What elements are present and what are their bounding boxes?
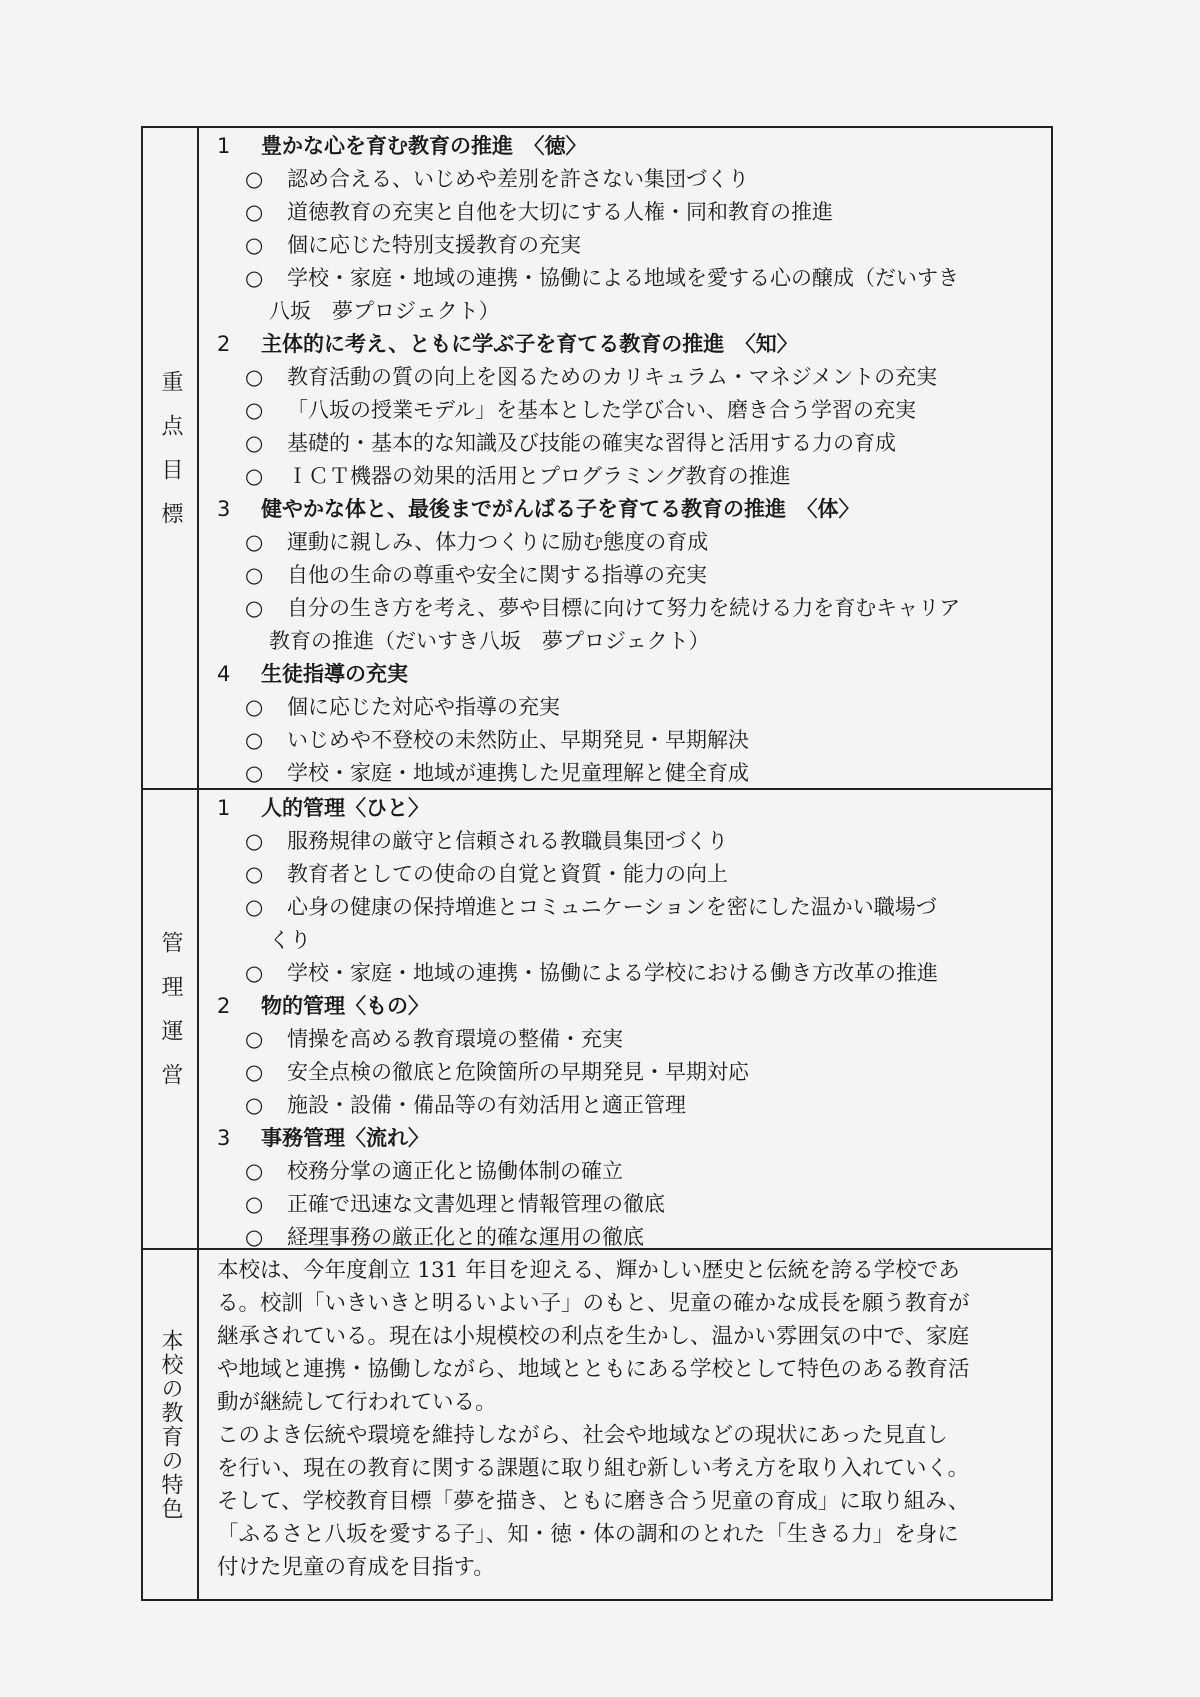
section-title: 重点目標 bbox=[158, 370, 183, 546]
goal-heading bbox=[217, 130, 1041, 163]
circle-bullet-icon: ○ bbox=[245, 563, 264, 587]
list-item-text: 道徳教育の充実と自他を大切にする人権・同和教育の推進 bbox=[287, 200, 833, 224]
goal-heading-text: 豊かな心を育む教育の推進 〈徳〉 bbox=[261, 134, 587, 158]
circle-bullet-icon: ○ bbox=[245, 1192, 264, 1216]
circle-bullet-icon: ○ bbox=[245, 431, 264, 455]
goal-heading-text: 物的管理〈もの〉 bbox=[261, 994, 429, 1018]
goal-heading bbox=[217, 792, 1041, 825]
list-item bbox=[217, 1056, 1041, 1089]
goal-number: 2 bbox=[217, 332, 231, 356]
paragraph-line: 本校は、今年度創立 131 年目を迎える、輝かしい歴史と伝統を誇る学校であ bbox=[217, 1258, 960, 1283]
circle-bullet-icon: ○ bbox=[245, 233, 264, 257]
list-item-text: 個に応じた特別支援教育の充実 bbox=[287, 233, 581, 257]
list-item-continuation: 八坂 夢プロジェクト） bbox=[269, 299, 500, 323]
list-item bbox=[217, 757, 1041, 790]
list-item-text: 学校・家庭・地域が連携した児童理解と健全育成 bbox=[287, 761, 749, 785]
list-item-text: 認め合える、いじめや差別を許さない集団づくり bbox=[287, 167, 749, 191]
circle-bullet-icon: ○ bbox=[245, 200, 264, 224]
list-item-text: 学校・家庭・地域の連携・協働による地域を愛する心の醸成（だいすき bbox=[287, 266, 959, 290]
circle-bullet-icon: ○ bbox=[245, 464, 264, 488]
section-school-features bbox=[143, 1248, 1051, 1599]
circle-bullet-icon: ○ bbox=[245, 761, 264, 785]
circle-bullet-icon: ○ bbox=[245, 1159, 264, 1183]
section-content bbox=[199, 790, 1051, 1248]
list-item bbox=[217, 592, 1041, 625]
circle-bullet-icon: ○ bbox=[245, 728, 264, 752]
circle-bullet-icon: ○ bbox=[245, 167, 264, 191]
circle-bullet-icon: ○ bbox=[245, 1027, 264, 1051]
list-item bbox=[217, 724, 1041, 757]
goal-number: 1 bbox=[217, 796, 231, 820]
list-item-text: 情操を高める教育環境の整備・充実 bbox=[287, 1027, 623, 1051]
goal-number: 1 bbox=[217, 134, 231, 158]
paragraph-line: る。校訓「いきいきと明るいよい子」のもと、児童の確かな成長を願う教育が bbox=[217, 1291, 970, 1316]
list-item bbox=[217, 691, 1041, 724]
list-item-text: 「八坂の授業モデル」を基本とした学び合い、磨き合う学習の充実 bbox=[287, 398, 916, 422]
circle-bullet-icon: ○ bbox=[245, 829, 264, 853]
circle-bullet-icon: ○ bbox=[245, 365, 264, 389]
list-item-text: 運動に親しみ、体力つくりに励む態度の育成 bbox=[287, 530, 709, 554]
circle-bullet-icon: ○ bbox=[245, 596, 264, 620]
section-content bbox=[199, 128, 1051, 788]
section-title: 本校の教育の特色 bbox=[158, 1328, 183, 1521]
section-title-cell bbox=[143, 128, 199, 788]
list-item bbox=[217, 825, 1041, 858]
circle-bullet-icon: ○ bbox=[245, 530, 264, 554]
goal-heading bbox=[217, 658, 1041, 691]
circle-bullet-icon: ○ bbox=[245, 1060, 264, 1084]
list-item-text: 教育活動の質の向上を図るためのカリキュラム・マネジメントの充実 bbox=[287, 365, 938, 389]
list-item bbox=[217, 361, 1041, 394]
goal-heading-text: 事務管理〈流れ〉 bbox=[261, 1126, 429, 1150]
list-item bbox=[217, 957, 1041, 990]
section-title-cell bbox=[143, 1250, 199, 1599]
section-title-cell bbox=[143, 790, 199, 1248]
circle-bullet-icon: ○ bbox=[245, 895, 264, 919]
list-item-text: 心身の健康の保持増進とコミュニケーションを密にした温かい職場づ bbox=[287, 895, 937, 919]
goal-heading bbox=[217, 328, 1041, 361]
goal-number: 3 bbox=[217, 1126, 231, 1150]
paragraph-line: や地域と連携・協働しながら、地域とともにある学校として特色のある教育活 bbox=[217, 1357, 970, 1382]
list-item bbox=[217, 1023, 1041, 1056]
goal-heading bbox=[217, 990, 1041, 1023]
list-item bbox=[217, 394, 1041, 427]
paragraph-line: 「ふるさと八坂を愛する子」、知・徳・体の調和のとれた「生きる力」を身に bbox=[217, 1522, 959, 1547]
section-priority-goals bbox=[143, 128, 1051, 788]
list-item bbox=[217, 526, 1041, 559]
list-item bbox=[217, 1155, 1041, 1188]
list-item-text: 自他の生命の尊重や安全に関する指導の充実 bbox=[287, 563, 707, 587]
goal-heading-text: 主体的に考え、ともに学ぶ子を育てる教育の推進 〈知〉 bbox=[261, 332, 798, 356]
goal-heading-text: 人的管理〈ひと〉 bbox=[261, 796, 429, 820]
circle-bullet-icon: ○ bbox=[245, 862, 264, 886]
section-content bbox=[199, 1250, 1051, 1599]
paragraph-line: 付けた児童の育成を目指す。 bbox=[217, 1555, 495, 1580]
paragraph-line: このよき伝統や環境を維持しながら、社会や地域などの現状にあった見直し bbox=[217, 1423, 948, 1448]
list-item bbox=[217, 163, 1041, 196]
list-item-text: 安全点検の徹底と危険箇所の早期発見・早期対応 bbox=[287, 1060, 749, 1084]
goal-number: 4 bbox=[217, 662, 231, 686]
paragraph-line: を行い、現在の教育に関する課題に取り組む新しい考え方を取り入れていく。 bbox=[217, 1456, 970, 1481]
paragraph-line: 動が継続して行われている。 bbox=[217, 1390, 497, 1415]
paragraph-line: 継承されている。現在は小規模校の利点を生かし、温かい雰囲気の中で、家庭 bbox=[217, 1324, 970, 1349]
circle-bullet-icon: ○ bbox=[245, 1225, 264, 1249]
paragraph-line: そして、学校教育目標「夢を描き、ともに磨き合う児童の育成」に取り組み、 bbox=[217, 1489, 970, 1514]
list-item bbox=[217, 1089, 1041, 1122]
list-item-text: 服務規律の厳守と信頼される教職員集団づくり bbox=[287, 829, 728, 853]
list-item-text: 個に応じた対応や指導の充実 bbox=[287, 695, 560, 719]
list-item bbox=[217, 858, 1041, 891]
list-item-text: 教育者としての使命の自覚と資質・能力の向上 bbox=[287, 862, 728, 886]
list-item bbox=[217, 229, 1041, 262]
list-item-continuation: 教育の推進（だいすき八坂 夢プロジェクト） bbox=[269, 629, 710, 653]
list-item bbox=[217, 262, 1041, 295]
circle-bullet-icon: ○ bbox=[245, 266, 264, 290]
list-item bbox=[217, 196, 1041, 229]
list-item-continuation: くり bbox=[269, 928, 311, 952]
list-item-text: いじめや不登校の未然防止、早期発見・早期解決 bbox=[287, 728, 749, 752]
list-item-text: 学校・家庭・地域の連携・協働による学校における働き方改革の推進 bbox=[287, 961, 938, 985]
list-item bbox=[217, 891, 1041, 924]
list-item bbox=[217, 427, 1041, 460]
goal-number: 2 bbox=[217, 994, 231, 1018]
section-title: 管理運営 bbox=[158, 931, 183, 1107]
list-item-text: 施設・設備・備品等の有効活用と適正管理 bbox=[287, 1093, 686, 1117]
list-item-text: ＩＣＴ機器の効果的活用とプログラミング教育の推進 bbox=[287, 464, 791, 488]
list-item-text: 基礎的・基本的な知識及び技能の確実な習得と活用する力の育成 bbox=[287, 431, 896, 455]
section-management bbox=[143, 788, 1051, 1248]
goal-heading-text: 健やかな体と、最後までがんばる子を育てる教育の推進 〈体〉 bbox=[261, 497, 860, 521]
list-item bbox=[217, 559, 1041, 592]
list-item bbox=[217, 1188, 1041, 1221]
circle-bullet-icon: ○ bbox=[245, 695, 264, 719]
circle-bullet-icon: ○ bbox=[245, 398, 264, 422]
policy-table bbox=[141, 126, 1053, 1601]
goal-heading bbox=[217, 493, 1041, 526]
list-item bbox=[217, 460, 1041, 493]
goal-number: 3 bbox=[217, 497, 231, 521]
list-item-text: 経理事務の厳正化と的確な運用の徹底 bbox=[287, 1225, 644, 1249]
circle-bullet-icon: ○ bbox=[245, 961, 264, 985]
circle-bullet-icon: ○ bbox=[245, 1093, 264, 1117]
list-item-text: 校務分掌の適正化と協働体制の確立 bbox=[287, 1159, 623, 1183]
list-item-text: 自分の生き方を考え、夢や目標に向けて努力を続ける力を育むキャリア bbox=[287, 596, 961, 620]
goal-heading bbox=[217, 1122, 1041, 1155]
goal-heading-text: 生徒指導の充実 bbox=[261, 662, 408, 686]
list-item-text: 正確で迅速な文書処理と情報管理の徹底 bbox=[287, 1192, 665, 1216]
